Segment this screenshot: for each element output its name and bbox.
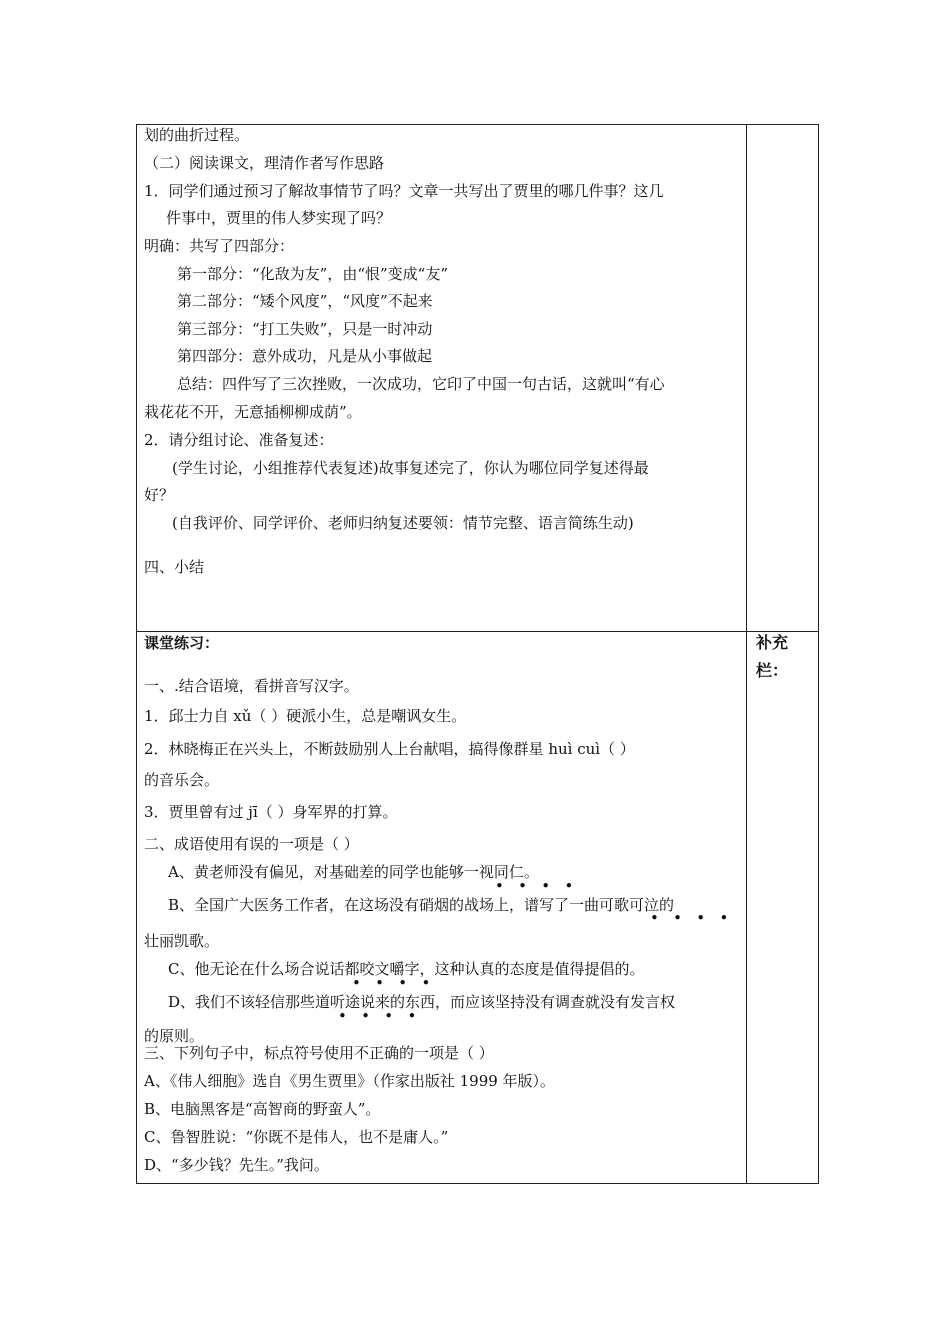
option-line: D、“多少钱？先生。”我问。 [144,1156,329,1174]
question-line: 2．请分组讨论、准备复述： [144,431,334,449]
question-line: 1．同学们通过预习了解故事情节了吗？文章一共写出了贾里的哪几件事？这几 [144,182,664,200]
text-line: (自我评价、同学评价、老师归纳复述要领：情节完整、语言简练生动) [172,514,634,532]
section-heading: 四、小结 [144,558,205,576]
emphasis-dots: • • • • [650,909,729,927]
option-line: C、他无论在什么场合说话都咬文嚼字，这种认真的态度是值得提倡的。 [168,960,645,978]
summary-line: 总结：四件写了三次挫败，一次成功，它印了中国一句古话，这就叫“有心 [177,375,665,393]
emphasis-dots: • • • • [495,877,574,895]
emphasis-dots: • • • • [338,1007,417,1025]
option-line: A、《伟人细胞》选自《男生贾里》（作家出版社 1999 年版）。 [144,1072,556,1090]
option-line: B、电脑黑客是“高智商的野蛮人”。 [144,1100,381,1118]
option-line: D、我们不该轻信那些道听途说来的东西，而应该坚持没有调查就没有发言权 [168,993,676,1011]
part-line: 第三部分：“打工失败”，只是一时冲动 [177,320,433,338]
summary-line: 栽花花不开，无意插柳柳成荫”。 [144,403,362,421]
option-line: C、鲁智胜说：“你既不是伟人，也不是庸人。” [144,1128,449,1146]
exercise-item: 3．贾里曾有过 jī（ ）身军界的打算。 [144,803,398,821]
text-line: 好？ [144,486,175,504]
question-line: 件事中，贾里的伟人梦实现了吗？ [166,209,392,227]
side-label: 补充 [756,633,789,652]
exercise-heading: 三、下列句子中，标点符号使用不正确的一项是（ ） [144,1044,494,1062]
option-line: 的原则。 [144,1027,205,1045]
exercise-item: 2．林晓梅正在兴头上，不断鼓励别人上台献唱，搞得像群星 huì cuì（ ） [144,740,635,758]
option-line: 壮丽凯歌。 [144,932,220,950]
option-line: A、黄老师没有偏见，对基础差的同学也能够一视同仁。 [168,863,539,881]
column-divider [746,124,747,1184]
text-line: (学生讨论，小组推荐代表复述)故事复述完了，你认为哪位同学复述得最 [172,459,649,477]
section-heading: （二）阅读课文，理清作者写作思路 [144,154,385,172]
exercise-item: 1．邱士力自 xǔ（ ）硬派小生，总是嘲讽女生。 [144,707,467,725]
row-divider [136,631,819,632]
exercise-heading: 二、成语使用有误的一项是（ ） [144,835,359,853]
part-line: 第一部分：“化敌为友”，由“恨”变成“友” [177,265,449,283]
emphasis-dots: • • • • [352,974,431,992]
option-line: B、全国广大医务工作者，在这场没有硝烟的战场上，谱写了一曲可歌可泣的 [168,896,675,914]
side-label: 栏： [756,661,789,680]
exercise-title: 课堂练习： [144,634,220,652]
exercise-heading: 一、.结合语境，看拼音写汉字。 [144,677,359,695]
part-line: 第二部分：“矮个风度”，“风度”不起来 [177,292,433,310]
text-line: 明确：共写了四部分： [144,237,295,255]
part-line: 第四部分：意外成功，凡是从小事做起 [177,347,433,365]
text-line: 划的曲折过程。 [144,126,250,144]
exercise-item: 的音乐会。 [144,771,220,789]
